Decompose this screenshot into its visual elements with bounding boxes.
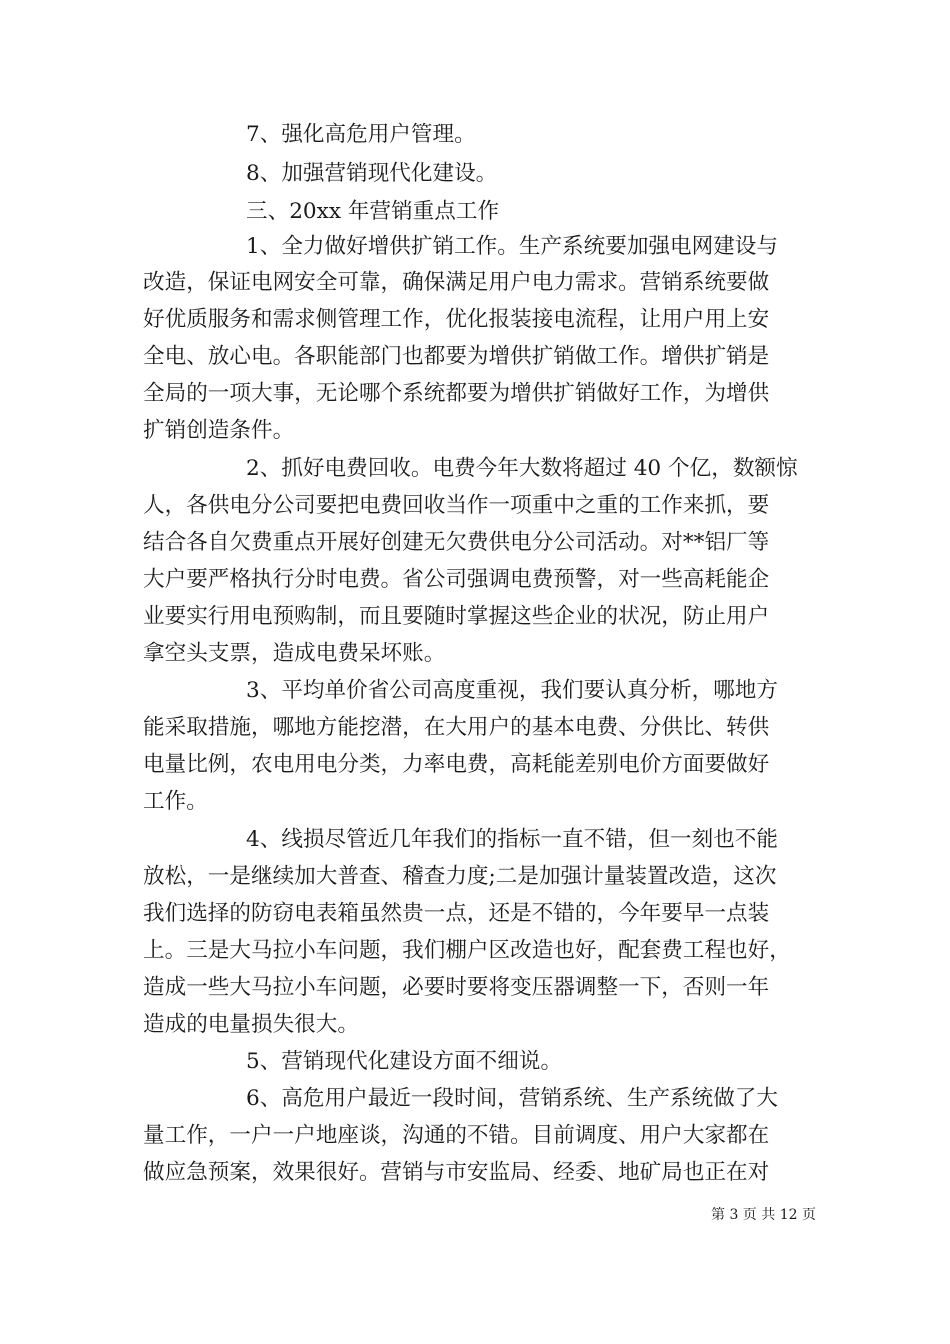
text-line: 放松，一是继续加大普查、稽查力度;二是加强计量装置改造，这次: [143, 864, 777, 889]
text-line: 工作。: [143, 789, 208, 814]
text-line: 业要实行用电预购制，而且要随时掌握这些企业的状况，防止用户: [143, 604, 770, 629]
text-line: 造成一些大马拉小车问题，必要时要将变压器调整一下，否则一年: [143, 975, 770, 1000]
text-line: 5、营销现代化建设方面不细说。: [246, 1049, 563, 1074]
text-line: 4、线损尽管近几年我们的指标一直不错，但一刻也不能: [246, 827, 778, 852]
text-line: 好优质服务和需求侧管理工作，优化报装接电流程，让用户用上安: [143, 307, 770, 332]
text-line: 全电、放心电。各职能部门也都要为增供扩销做工作。增供扩销是: [143, 344, 770, 369]
text-line: 2、抓好电费回收。电费今年大数将超过 40 个亿，数额惊: [246, 456, 798, 481]
text-line: 结合各自欠费重点开展好创建无欠费供电分公司活动。对**铝厂等: [143, 530, 770, 555]
text-line: 7、强化高危用户管理。: [246, 122, 476, 147]
text-line: 电量比例，农电用电分类，力率电费，高耗能差别电价方面要做好: [143, 752, 770, 777]
text-line: 上。三是大马拉小车问题，我们棚户区改造也好，配套费工程也好，: [143, 938, 791, 963]
text-line: 人，各供电分公司要把电费回收当作一项重中之重的工作来抓，要: [143, 493, 770, 518]
text-line: 扩销创造条件。: [143, 418, 295, 443]
page-number: 第 3 页 共 12 页: [711, 1207, 816, 1223]
text-line: 全局的一项大事，无论哪个系统都要为增供扩销做好工作，为增供: [143, 381, 770, 406]
text-line: 改造，保证电网安全可靠，确保满足用户电力需求。营销系统要做: [143, 270, 770, 295]
text-line: 量工作，一户一户地座谈，沟通的不错。目前调度、用户大家都在: [143, 1123, 770, 1148]
text-line: 造成的电量损失很大。: [143, 1012, 359, 1037]
section-heading: 三、20xx 年营销重点工作: [246, 199, 500, 224]
text-line: 1、全力做好增供扩销工作。生产系统要加强电网建设与: [246, 234, 778, 259]
text-line: 我们选择的防窃电表箱虽然贵一点，还是不错的，今年要早一点装: [143, 901, 770, 926]
text-line: 拿空头支票，造成电费呆坏账。: [143, 641, 446, 666]
text-line: 大户要严格执行分时电费。省公司强调电费预警，对一些高耗能企: [143, 567, 770, 592]
text-line: 8、加强营销现代化建设。: [246, 161, 498, 186]
text-line: 6、高危用户最近一段时间，营销系统、生产系统做了大: [246, 1086, 778, 1111]
text-line: 3、平均单价省公司高度重视，我们要认真分析，哪地方: [246, 678, 778, 703]
text-line: 能采取措施，哪地方能挖潜，在大用户的基本电费、分供比、转供: [143, 715, 770, 740]
text-line: 做应急预案，效果很好。营销与市安监局、经委、地矿局也正在对: [143, 1160, 770, 1185]
